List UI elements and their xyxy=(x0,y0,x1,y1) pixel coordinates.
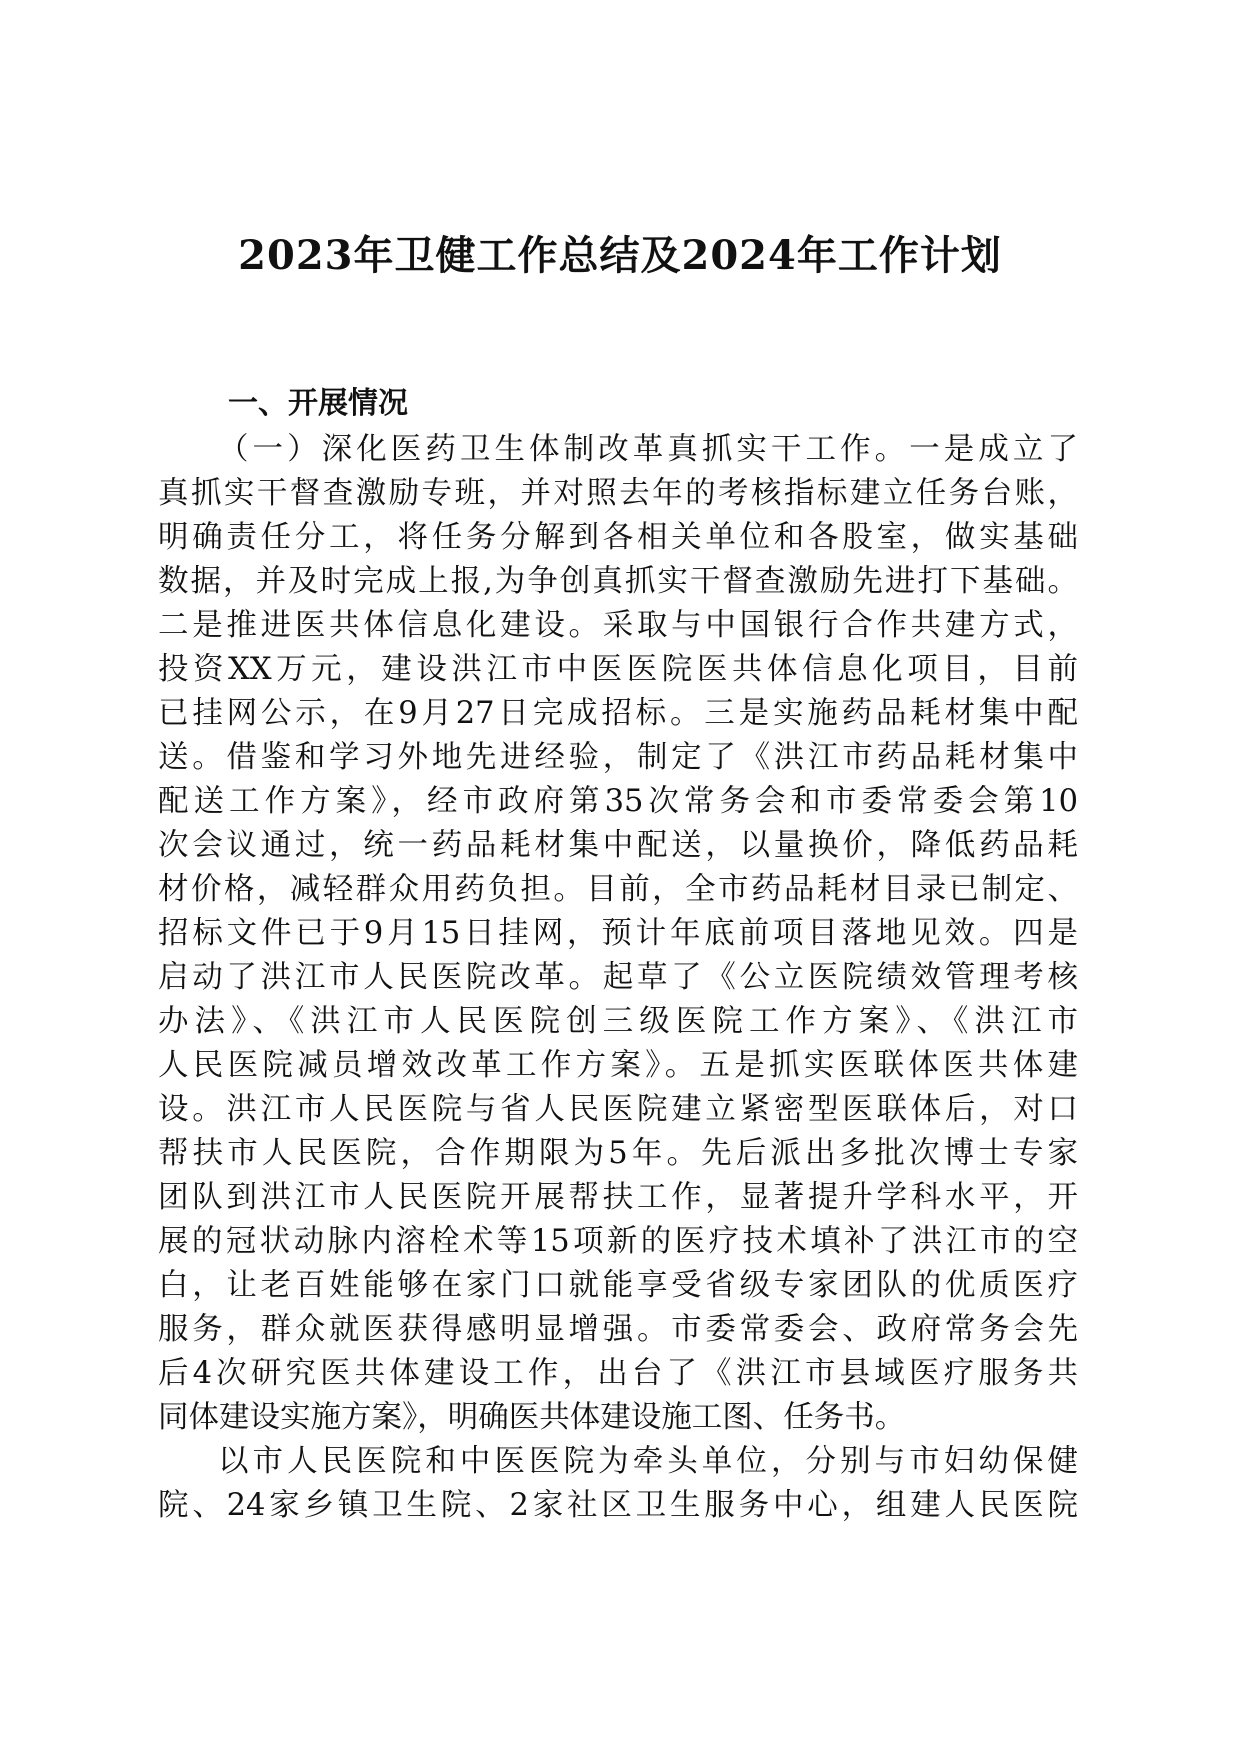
paragraph-line: 送。借鉴和学习外地先进经验，制定了《洪江市药品耗材集中 xyxy=(158,740,1078,775)
paragraph-line: 团队到洪江市人民医院开展帮扶工作，显著提升学科水平，开 xyxy=(158,1180,1078,1215)
paragraph-line: 次会议通过，统一药品耗材集中配送，以量换价，降低药品耗 xyxy=(158,828,1078,863)
paragraph-line: 明确责任分工，将任务分解到各相关单位和各股室，做实基础 xyxy=(158,520,1078,555)
document-title: 2023年卫健工作总结及2024年工作计划 xyxy=(238,232,1002,279)
paragraph-line: 启动了洪江市人民医院改革。起草了《公立医院绩效管理考核 xyxy=(158,960,1078,995)
paragraph-line: 同体建设实施方案》，明确医共体建设施工图、任务书。 xyxy=(158,1400,906,1435)
paragraph-line: 办法》、《洪江市人民医院创三级医院工作方案》、《洪江市 xyxy=(158,1004,1078,1039)
paragraph-line: 二是推进医共体信息化建设。采取与中国银行合作共建方式， xyxy=(158,608,1078,643)
paragraph-line: 展的冠状动脉内溶栓术等15项新的医疗技术填补了洪江市的空 xyxy=(158,1224,1078,1259)
paragraph-line: 后4次研究医共体建设工作，出台了《洪江市县域医疗服务共 xyxy=(158,1356,1078,1391)
section-heading: 一、开展情况 xyxy=(228,386,408,421)
paragraph-line: 白，让老百姓能够在家门口就能享受省级专家团队的优质医疗 xyxy=(158,1268,1078,1303)
paragraph-line: 服务，群众就医获得感明显增强。市委常委会、政府常务会先 xyxy=(158,1312,1078,1347)
paragraph-line: 配送工作方案》，经市政府第35次常务会和市委常委会第10 xyxy=(158,784,1078,819)
paragraph-line: 真抓实干督查激励专班，并对照去年的考核指标建立任务台账， xyxy=(158,476,1078,511)
paragraph-line: 人民医院减员增效改革工作方案》。五是抓实医联体医共体建 xyxy=(158,1048,1078,1083)
paragraph-line: 帮扶市人民医院，合作期限为5年。先后派出多批次博士专家 xyxy=(158,1136,1078,1171)
paragraph-line: 招标文件已于9月15日挂网，预计年底前项目落地见效。四是 xyxy=(158,916,1078,951)
paragraph-line: 已挂网公示，在9月27日完成招标。三是实施药品耗材集中配 xyxy=(158,696,1078,731)
paragraph-line: 以市人民医院和中医医院为牵头单位，分别与市妇幼保健 xyxy=(218,1444,1078,1479)
paragraph-line: （一）深化医药卫生体制改革真抓实干工作。一是成立了 xyxy=(218,432,1078,467)
paragraph-line: 院、24家乡镇卫生院、2家社区卫生服务中心，组建人民医院 xyxy=(158,1488,1078,1523)
body-text xyxy=(158,428,1078,1528)
paragraph-line: 数据，并及时完成上报,为争创真抓实干督查激励先进打下基础。 xyxy=(158,564,1078,599)
paragraph-line: 材价格，减轻群众用药负担。目前，全市药品耗材目录已制定、 xyxy=(158,872,1078,907)
paragraph-line: 投资XX万元，建设洪江市中医医院医共体信息化项目，目前 xyxy=(158,652,1078,687)
paragraph-line: 设。洪江市人民医院与省人民医院建立紧密型医联体后，对口 xyxy=(158,1092,1078,1127)
